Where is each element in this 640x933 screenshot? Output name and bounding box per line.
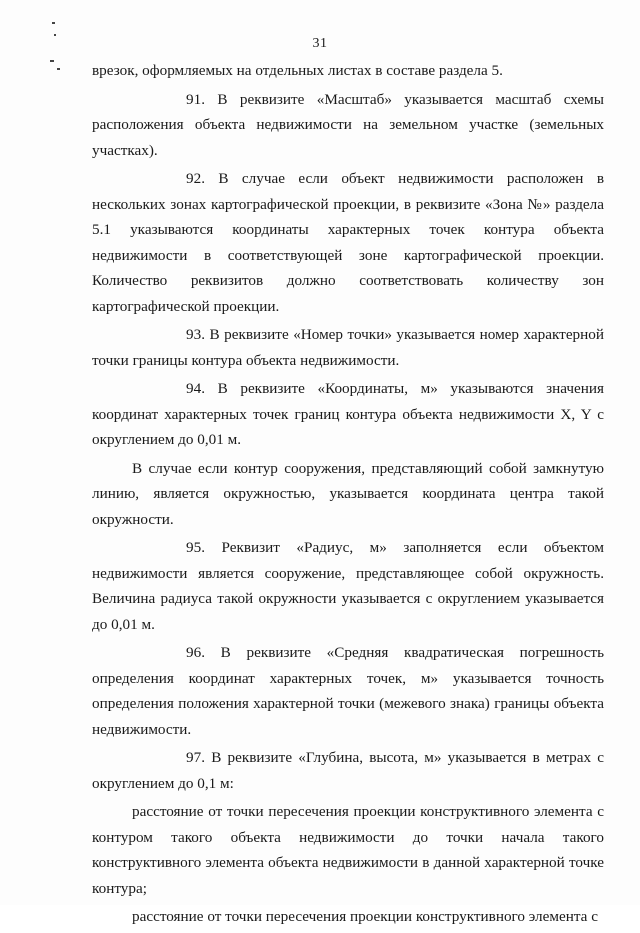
paragraph-number: 97.: [186, 749, 205, 766]
paragraph-number: 95.: [186, 539, 205, 556]
page-number: 31: [312, 36, 328, 51]
scan-mark: [50, 60, 54, 62]
list-item: [92, 799, 604, 901]
paragraph-number: 91.: [186, 90, 205, 108]
paragraph-92: [92, 166, 604, 319]
paragraph-number: 96.: [186, 644, 205, 661]
paragraph-text: врезок, оформляемых на отдельных листах в составе раздела 5.: [92, 62, 503, 79]
paragraph-circle-contour: [92, 456, 604, 533]
paragraph-text: расстояние от точки пересечения проекции конструктивного элемента с: [132, 908, 598, 925]
scan-mark: [52, 22, 55, 24]
paragraph-text: В реквизите «Масштаб» указывается масштаб схемы расположения объекта недвижимости на земельном участке (земельных участках).: [92, 90, 605, 159]
paragraph-text: В случае если объект недвижимости расположен в нескольких зонах картографической проекции, в реквизите «Зона №» раздела 5.1 указываются координаты характерных точек контура объекта недвижимости в соответствующей зоне картографической проекции. Количество реквизитов должно соответствовать количеству зон картографической проекции.: [92, 170, 604, 315]
paragraph-number: 92.: [186, 170, 205, 187]
scan-mark: [57, 68, 60, 70]
paragraph-text: В реквизите «Координаты, м» указываются значения координат характерных точек границ контура объекта недвижимости X, Y с округлением до 0,01 м.: [92, 380, 605, 448]
paragraph-text: расстояние от точки пересечения проекции конструктивного элемента с контуром такого объекта недвижимости до точки начала такого конструктивного элемента объекта недвижимости в данной характерной точке контура;: [92, 803, 604, 897]
paragraph-95: [92, 535, 604, 637]
paragraph-text: В реквизите «Глубина, высота, м» указывается в метрах с округлением до 0,1 м:: [92, 749, 605, 792]
paragraph-number: 93.: [186, 326, 205, 343]
paragraph-91: [92, 87, 604, 164]
paragraph-93: [92, 322, 604, 373]
paragraph-text: В реквизите «Номер точки» указывается номер характерной точки границы контура объекта недвижимости.: [92, 326, 605, 369]
paragraph-96: [92, 640, 604, 742]
paragraph-text: В реквизите «Средняя квадратическая погрешность определения координат характерных точек, м» указывается точность определения положения характерной точки (межевого знака) границы объекта недвижимости.: [92, 644, 604, 738]
paragraph: [92, 58, 604, 84]
paragraph-text: Реквизит «Радиус, м» заполняется если объектом недвижимости является сооружение, представляющее собой окружность. Величина радиуса такой окружности указывается с округлением указывается до 0,01 м.: [92, 539, 604, 633]
list-item: [92, 904, 604, 930]
document-body: [92, 58, 604, 933]
paragraph-number: 94.: [186, 380, 205, 397]
paragraph-text: В случае если контур сооружения, представляющий собой замкнутую линию, является окружностью, указывается координата центра такой окружности.: [92, 459, 604, 528]
paragraph-97: [92, 745, 604, 796]
paragraph-94: [92, 376, 604, 453]
